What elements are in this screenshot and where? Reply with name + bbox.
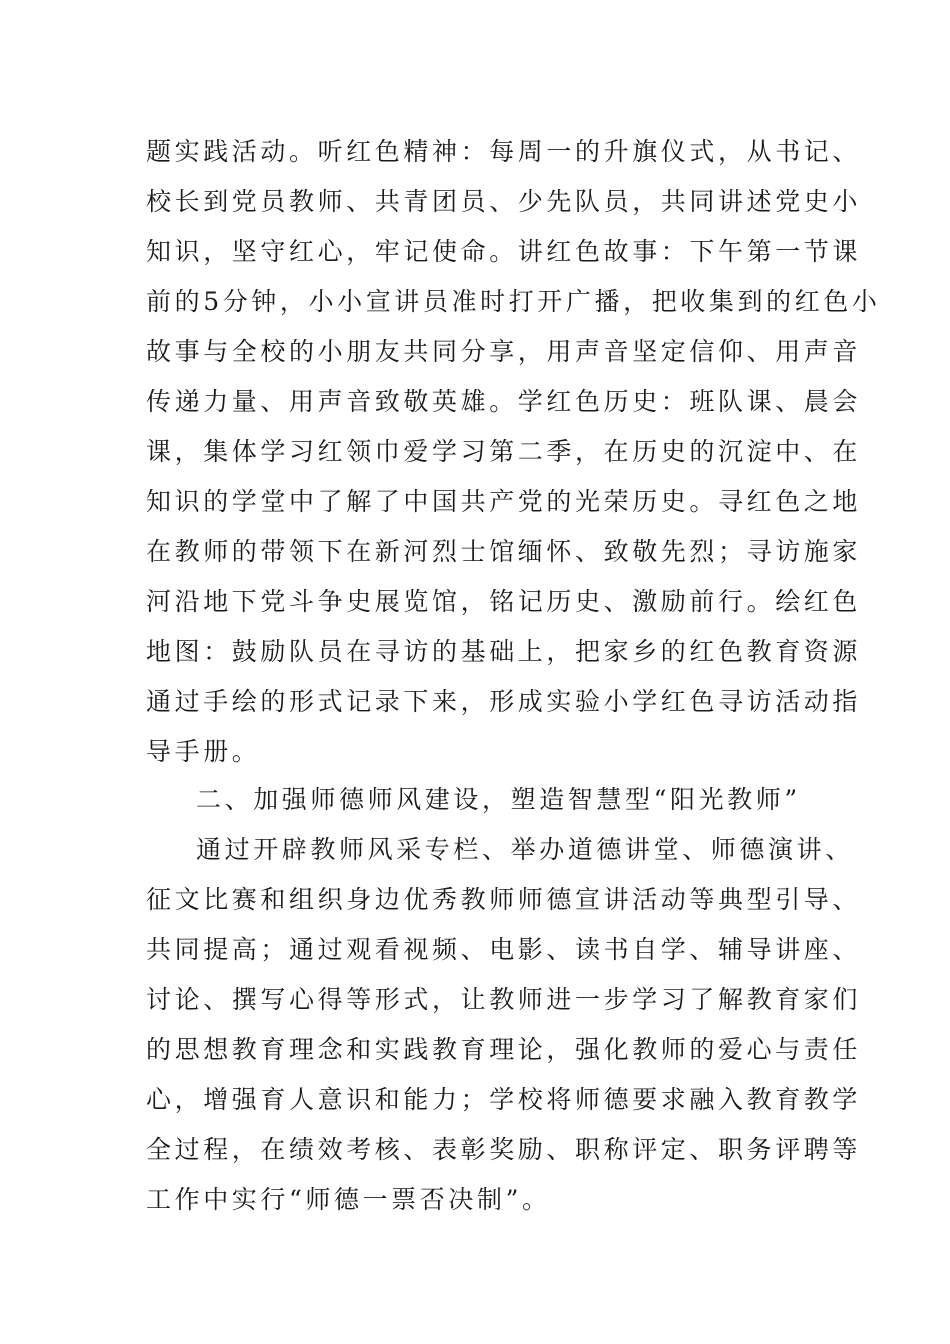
paragraph-line: 导手册。 xyxy=(146,737,261,766)
paragraph-line: 心，增强育人意识和能力；学校将师德要求融入教育教学 xyxy=(146,1085,862,1114)
paragraph-line: 通过开辟教师风采专栏、举办道德讲堂、师德演讲、 xyxy=(196,835,854,864)
paragraph-line: 知识的学堂中了解了中国共产党的光荣历史。寻红色之地 xyxy=(146,487,862,516)
paragraph-line: 讨论、撰写心得等形式，让教师进一步学习了解教育家们 xyxy=(146,985,862,1014)
paragraph-line: 共同提高；通过观看视频、电影、读书自学、辅导讲座、 xyxy=(146,935,862,964)
paragraph-line: 故事与全校的小朋友共同分享，用声音坚定信仰、用声音 xyxy=(146,337,862,366)
paragraph-line: 课，集体学习红领巾爱学习第二季，在历史的沉淀中、在 xyxy=(146,437,862,466)
paragraph-line: 工作中实行“师德一票否决制”。 xyxy=(146,1185,551,1214)
section-heading: 二、加强师德师风建设，塑造智慧型“阳光教师” xyxy=(196,785,801,814)
paragraph-line: 河沿地下党斗争史展览馆，铭记历史、激励前行。绘红色 xyxy=(146,587,862,616)
paragraph-line: 征文比赛和组织身边优秀教师师德宣讲活动等典型引导、 xyxy=(146,885,862,914)
paragraph-line: 全过程，在绩效考核、表彰奖励、职称评定、职务评聘等 xyxy=(146,1135,862,1164)
paragraph-line: 地图：鼓励队员在寻访的基础上，把家乡的红色教育资源 xyxy=(146,637,862,666)
paragraph-line: 在教师的带领下在新河烈士馆缅怀、致敬先烈；寻访施家 xyxy=(146,537,862,566)
paragraph-line: 校长到党员教师、共青团员、少先队员，共同讲述党史小 xyxy=(146,187,862,216)
paragraph-line: 知识，坚守红心，牢记使命。讲红色故事：下午第一节课 xyxy=(146,237,862,266)
paragraph-line: 传递力量、用声音致敬英雄。学红色历史：班队课、晨会 xyxy=(146,387,862,416)
paragraph-line: 通过手绘的形式记录下来，形成实验小学红色寻访活动指 xyxy=(146,687,862,716)
paragraph-line: 前的5分钟，小小宣讲员准时打开广播，把收集到的红色小 xyxy=(146,287,881,316)
paragraph-line: 的思想教育理念和实践教育理论，强化教师的爱心与责任 xyxy=(146,1035,862,1064)
paragraph-line: 题实践活动。听红色精神：每周一的升旗仪式，从书记、 xyxy=(146,137,862,166)
